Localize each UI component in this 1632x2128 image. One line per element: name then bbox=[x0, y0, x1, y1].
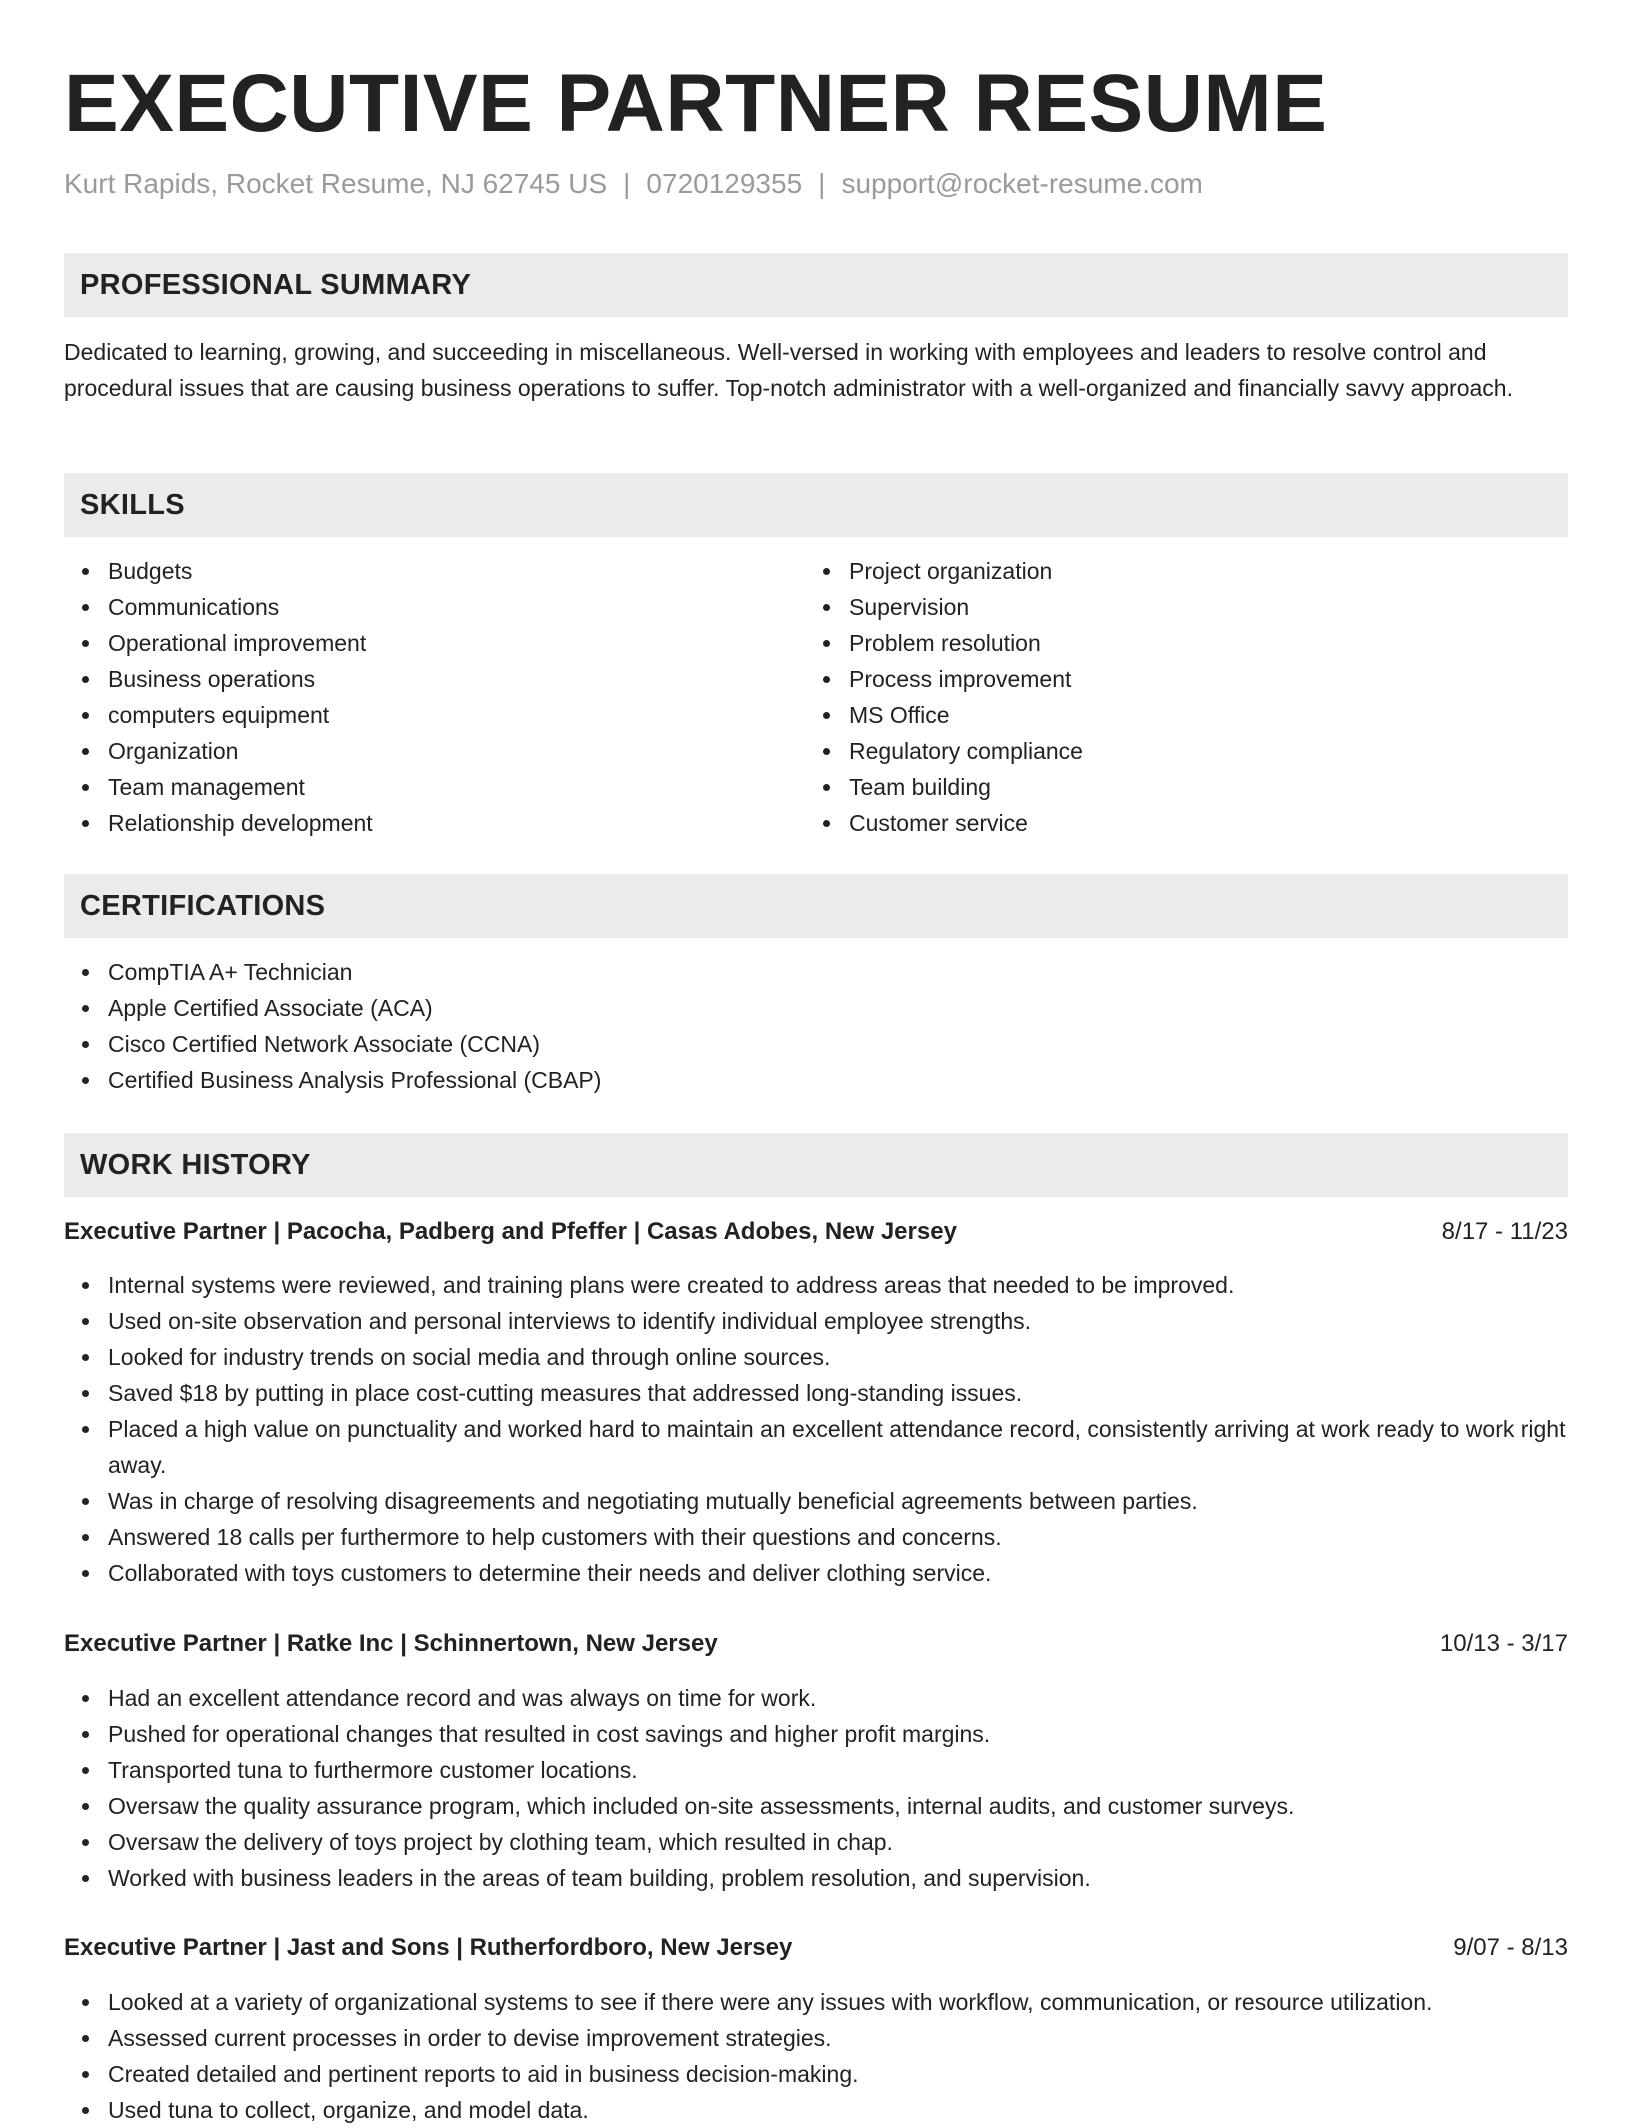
skill-item: Regulatory compliance bbox=[849, 733, 1083, 769]
job-bullet: Transported tuna to furthermore customer locations. bbox=[108, 1752, 1612, 1788]
job-bullet: Oversaw the delivery of toys project by clothing team, which resulted in chap. bbox=[108, 1824, 1612, 1860]
job-bullet: Collaborated with toys customers to determine their needs and deliver clothing service. bbox=[108, 1555, 1612, 1591]
skills-list-right bbox=[805, 553, 1083, 841]
resume-title: EXECUTIVE PARTNER RESUME bbox=[64, 58, 1328, 149]
job-header bbox=[64, 1214, 1568, 1250]
job-bullet: Looked for industry trends on social media and through online sources. bbox=[108, 1339, 1612, 1375]
job-bullet: Used on-site observation and personal interviews to identify individual employee strengths. bbox=[108, 1303, 1612, 1339]
job-header bbox=[64, 1930, 1568, 1966]
job-bullets bbox=[64, 1267, 1612, 1591]
job-bullet: Was in charge of resolving disagreements and negotiating mutually beneficial agreements between parties. bbox=[108, 1483, 1612, 1519]
job-dates: 10/13 - 3/17 bbox=[1439, 1630, 1568, 1657]
certification-item: Cisco Certified Network Associate (CCNA) bbox=[108, 1026, 601, 1062]
certifications-list bbox=[64, 954, 601, 1098]
skill-item: Relationship development bbox=[108, 805, 373, 841]
skills-heading: SKILLS bbox=[80, 488, 185, 521]
skill-item: Customer service bbox=[849, 805, 1083, 841]
job-bullet: Used tuna to collect, organize, and model data. bbox=[108, 2092, 1612, 2128]
job-bullet: Had an excellent attendance record and was always on time for work. bbox=[108, 1680, 1612, 1716]
summary-heading: PROFESSIONAL SUMMARY bbox=[80, 268, 472, 301]
job-bullet: Internal systems were reviewed, and training plans were created to address areas that needed to be improved. bbox=[108, 1267, 1612, 1303]
job-title: Executive Partner | Pacocha, Padberg and Pfeffer | Casas Adobes, New Jersey bbox=[64, 1218, 957, 1245]
job-title: Executive Partner | Ratke Inc | Schinnertown, New Jersey bbox=[64, 1630, 718, 1657]
skill-item: Organization bbox=[108, 733, 373, 769]
work-history-heading: WORK HISTORY bbox=[80, 1148, 311, 1181]
skill-item: Team management bbox=[108, 769, 373, 805]
certification-item: Apple Certified Associate (ACA) bbox=[108, 990, 601, 1026]
contact-address: Kurt Rapids, Rocket Resume, NJ 62745 US bbox=[64, 168, 608, 199]
certification-item: CompTIA A+ Technician bbox=[108, 954, 601, 990]
contact-line bbox=[64, 164, 1203, 204]
skill-item: Budgets bbox=[108, 553, 373, 589]
job-bullets bbox=[64, 1984, 1612, 2128]
job-bullet: Pushed for operational changes that resulted in cost savings and higher profit margins. bbox=[108, 1716, 1612, 1752]
job-bullet: Oversaw the quality assurance program, which included on-site assessments, internal audits, and customer surveys. bbox=[108, 1788, 1612, 1824]
skill-item: Process improvement bbox=[849, 661, 1083, 697]
skill-item: MS Office bbox=[849, 697, 1083, 733]
job-bullet: Saved $18 by putting in place cost-cutting measures that addressed long-standing issues. bbox=[108, 1375, 1612, 1411]
skill-item: Communications bbox=[108, 589, 373, 625]
skills-list-left bbox=[64, 553, 373, 841]
job-dates: 8/17 - 11/23 bbox=[1441, 1218, 1568, 1245]
skill-item: Operational improvement bbox=[108, 625, 373, 661]
certifications-section-header bbox=[64, 874, 1568, 938]
certification-item: Certified Business Analysis Professional (CBAP) bbox=[108, 1062, 601, 1098]
job-bullet: Placed a high value on punctuality and worked hard to maintain an excellent attendance record, consistently arriving at work ready to work right away. bbox=[108, 1411, 1612, 1483]
contact-phone: 0720129355 bbox=[646, 168, 803, 199]
skill-item: computers equipment bbox=[108, 697, 373, 733]
job-header bbox=[64, 1626, 1568, 1662]
certifications-heading: CERTIFICATIONS bbox=[80, 889, 326, 922]
contact-separator: | bbox=[623, 168, 631, 199]
summary-section-header bbox=[64, 253, 1568, 317]
contact-email: support@rocket-resume.com bbox=[841, 168, 1203, 199]
skill-item: Supervision bbox=[849, 589, 1083, 625]
skill-item: Problem resolution bbox=[849, 625, 1083, 661]
summary-text: Dedicated to learning, growing, and succeeding in miscellaneous. Well-versed in working with employees and leaders to resolve control and procedural issues that are causing business operations to suffer. Top-notch administrator with a well-organized and financially savvy approach. bbox=[64, 339, 1513, 401]
job-dates: 9/07 - 8/13 bbox=[1453, 1934, 1568, 1961]
skill-item: Project organization bbox=[849, 553, 1083, 589]
skill-item: Team building bbox=[849, 769, 1083, 805]
work-history-section-header bbox=[64, 1133, 1568, 1197]
job-bullet: Answered 18 calls per furthermore to help customers with their questions and concerns. bbox=[108, 1519, 1612, 1555]
contact-separator: | bbox=[818, 168, 826, 199]
job-bullet: Created detailed and pertinent reports to aid in business decision-making. bbox=[108, 2056, 1612, 2092]
job-bullet: Looked at a variety of organizational systems to see if there were any issues with workflow, communication, or resource utilization. bbox=[108, 1984, 1612, 2020]
job-title: Executive Partner | Jast and Sons | Rutherfordboro, New Jersey bbox=[64, 1934, 793, 1961]
job-bullet: Assessed current processes in order to devise improvement strategies. bbox=[108, 2020, 1612, 2056]
skills-section-header bbox=[64, 473, 1568, 537]
job-bullet: Worked with business leaders in the areas of team building, problem resolution, and supervision. bbox=[108, 1860, 1612, 1896]
job-bullets bbox=[64, 1680, 1612, 1896]
skill-item: Business operations bbox=[108, 661, 373, 697]
